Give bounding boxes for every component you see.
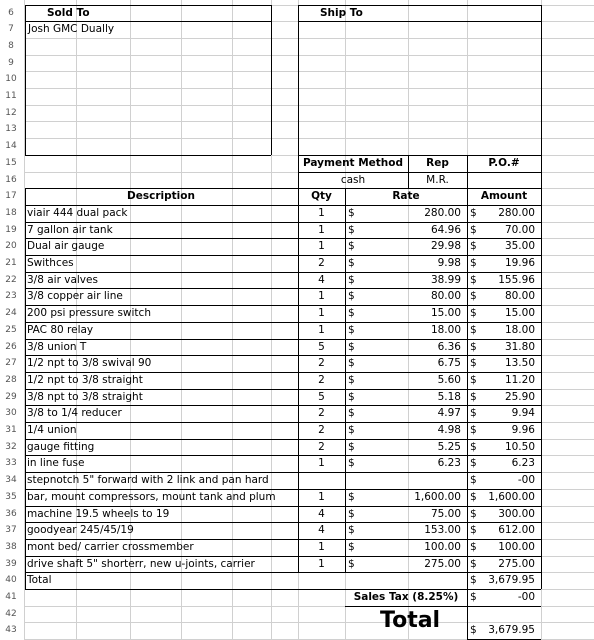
rate-currency-symbol: $ <box>348 206 355 219</box>
amount-currency-symbol: $ <box>470 490 477 503</box>
item-amount[interactable]: 1,600.00 <box>488 490 535 503</box>
grid-line <box>24 38 594 39</box>
rate-currency-symbol: $ <box>348 357 355 370</box>
amount-currency-symbol: $ <box>470 307 477 320</box>
item-amount[interactable]: 25.90 <box>504 390 535 403</box>
item-description[interactable]: 200 psi pressure switch <box>27 307 151 320</box>
row-number[interactable]: 43 <box>5 625 17 636</box>
item-qty[interactable]: 2 <box>318 373 325 386</box>
row-number[interactable]: 39 <box>5 558 17 569</box>
item-rate[interactable]: 5.60 <box>437 373 461 386</box>
item-description[interactable]: bar, mount compressors, mount tank and plum <box>27 490 276 503</box>
tax-currency-symbol: $ <box>470 591 477 603</box>
item-qty[interactable]: 2 <box>318 257 325 269</box>
item-rate[interactable]: 29.98 <box>430 240 461 253</box>
grid-line <box>24 138 594 139</box>
row-number[interactable]: 17 <box>5 191 17 202</box>
item-rate[interactable]: 15.00 <box>430 307 461 320</box>
grand-total-currency-symbol: $ <box>470 624 477 637</box>
amount-currency-symbol: $ <box>470 323 477 336</box>
rate-currency-symbol: $ <box>348 290 355 303</box>
sold-to-name[interactable]: Josh GMC Dually <box>28 23 115 36</box>
item-qty[interactable]: 4 <box>318 507 325 520</box>
row-number[interactable]: 28 <box>5 374 17 385</box>
row-number[interactable]: 11 <box>5 91 17 101</box>
item-qty[interactable]: 2 <box>318 357 325 370</box>
po-label[interactable]: P.O.# <box>488 156 520 169</box>
item-qty[interactable]: 1 <box>318 290 325 303</box>
item-description[interactable]: 1/2 npt to 3/8 straight <box>27 373 143 386</box>
row-number[interactable]: 19 <box>5 224 17 235</box>
row-number[interactable]: 22 <box>5 274 17 285</box>
item-amount[interactable]: 19.96 <box>504 257 535 269</box>
item-rate[interactable]: 280.00 <box>424 206 461 219</box>
item-amount[interactable]: 10.50 <box>504 440 535 453</box>
item-description[interactable]: gauge fitting <box>27 440 95 453</box>
item-rate[interactable]: 4.98 <box>437 424 461 436</box>
item-rate[interactable] <box>345 472 467 489</box>
item-description[interactable]: 3/8 union T <box>27 340 87 353</box>
item-rate[interactable]: 64.96 <box>430 223 461 236</box>
rate-currency-symbol: $ <box>348 257 355 269</box>
rep-value[interactable]: M.R. <box>426 173 449 186</box>
row-number[interactable]: 26 <box>5 341 17 352</box>
item-amount[interactable]: 9.96 <box>511 424 535 436</box>
amount-currency-symbol: $ <box>470 206 477 219</box>
amount-currency-symbol: $ <box>470 223 477 236</box>
item-rate[interactable]: 80.00 <box>430 290 461 303</box>
item-qty[interactable]: 2 <box>318 424 325 436</box>
border-line <box>25 155 271 156</box>
row-number[interactable]: 18 <box>5 207 17 218</box>
spreadsheet-grid <box>24 0 594 640</box>
qty-header[interactable]: Qty <box>311 190 332 203</box>
row-number[interactable]: 38 <box>5 541 17 552</box>
grid-line <box>24 55 594 56</box>
rate-currency-symbol: $ <box>348 273 355 286</box>
amount-currency-symbol: $ <box>470 540 477 553</box>
item-amount[interactable]: -00 <box>517 474 535 487</box>
item-rate[interactable]: 275.00 <box>424 557 461 570</box>
item-amount[interactable]: 280.00 <box>498 206 535 219</box>
amount-currency-symbol: $ <box>470 440 477 453</box>
total-label[interactable]: Total <box>27 574 52 587</box>
border-line <box>345 606 541 607</box>
item-qty[interactable]: 1 <box>318 490 325 503</box>
row-number[interactable]: 41 <box>5 592 17 602</box>
rate-currency-symbol: $ <box>348 307 355 320</box>
row-number[interactable]: 16 <box>5 174 17 185</box>
row-number[interactable]: 42 <box>5 608 17 619</box>
item-description[interactable]: 3/8 air valves <box>27 273 98 286</box>
grid-line <box>24 71 594 72</box>
row-number[interactable]: 15 <box>5 157 17 168</box>
item-description[interactable]: drive shaft 5" shorterr, new u-joints, carrier <box>27 557 255 570</box>
amount-currency-symbol: $ <box>470 524 477 537</box>
item-rate[interactable]: 1,600.00 <box>414 490 461 503</box>
rate-currency-symbol: $ <box>348 490 355 503</box>
row-number[interactable]: 32 <box>5 441 17 452</box>
border-line <box>541 5 542 155</box>
item-qty[interactable]: 4 <box>318 273 325 286</box>
border-line <box>271 5 272 155</box>
item-description[interactable]: 3/8 npt to 3/8 straight <box>27 390 143 403</box>
amount-currency-symbol: $ <box>470 373 477 386</box>
sales-tax-value[interactable]: -00 <box>517 591 535 603</box>
row-number[interactable]: 30 <box>5 408 17 419</box>
row-number[interactable]: 23 <box>5 291 17 302</box>
item-description[interactable]: viair 444 dual pack <box>27 206 128 219</box>
item-qty[interactable]: 1 <box>318 240 325 253</box>
rate-currency-symbol: $ <box>348 223 355 236</box>
item-rate[interactable]: 75.00 <box>430 507 461 520</box>
rate-currency-symbol: $ <box>348 540 355 553</box>
row-number[interactable]: 6 <box>8 7 14 18</box>
grand-total-label[interactable]: Total <box>380 607 441 633</box>
rate-currency-symbol: $ <box>348 557 355 570</box>
sales-tax-label[interactable]: Sales Tax (8.25%) <box>353 591 459 603</box>
row-number[interactable]: 27 <box>5 358 17 369</box>
item-rate[interactable]: 4.97 <box>437 407 461 420</box>
item-qty[interactable]: 5 <box>318 390 325 403</box>
amount-currency-symbol: $ <box>470 240 477 253</box>
item-qty[interactable]: 2 <box>318 407 325 420</box>
row-number[interactable]: 10 <box>5 74 17 85</box>
item-amount[interactable]: 18.00 <box>504 323 535 336</box>
item-amount[interactable]: 155.96 <box>498 273 535 286</box>
row-number[interactable]: 14 <box>5 141 17 152</box>
rate-currency-symbol: $ <box>348 373 355 386</box>
item-description[interactable]: in line fuse <box>27 457 85 470</box>
amount-currency-symbol: $ <box>470 290 477 303</box>
item-qty[interactable]: 1 <box>318 307 325 320</box>
item-qty[interactable]: 1 <box>318 323 325 336</box>
amount-currency-symbol: $ <box>470 390 477 403</box>
item-description[interactable]: machine 19.5 wheels to 19 <box>27 507 170 520</box>
row-number-gutter <box>0 0 24 640</box>
item-rate[interactable]: 38.99 <box>430 273 461 286</box>
item-amount[interactable]: 275.00 <box>498 557 535 570</box>
row-number[interactable]: 37 <box>5 525 17 536</box>
row-number[interactable]: 29 <box>5 391 17 402</box>
rate-currency-symbol: $ <box>348 323 355 336</box>
item-qty[interactable]: 5 <box>318 340 325 353</box>
item-description[interactable]: stepnotch 5" forward with 2 link and pan hard <box>27 474 269 487</box>
border-line <box>541 155 542 188</box>
item-rate[interactable]: 153.00 <box>424 524 461 537</box>
total-currency-symbol: $ <box>470 574 477 587</box>
item-amount[interactable]: 612.00 <box>498 524 535 537</box>
border-line <box>541 188 542 589</box>
item-description[interactable]: 7 gallon air tank <box>27 223 113 236</box>
rate-currency-symbol: $ <box>348 240 355 253</box>
payment-method-label[interactable]: Payment Method <box>302 156 404 169</box>
item-amount[interactable]: 15.00 <box>504 307 535 320</box>
ship-to-label[interactable]: Ship To <box>320 6 363 19</box>
amount-currency-symbol: $ <box>470 257 477 269</box>
item-qty[interactable]: 1 <box>318 540 325 553</box>
description-header[interactable]: Description <box>127 190 195 203</box>
row-number[interactable]: 13 <box>5 124 17 135</box>
item-qty[interactable]: 1 <box>318 206 325 219</box>
item-description[interactable]: goodyear 245/45/19 <box>27 524 134 537</box>
item-description[interactable]: 1/2 npt to 3/8 swival 90 <box>27 357 152 370</box>
item-amount[interactable]: 100.00 <box>498 540 535 553</box>
item-description[interactable]: Dual air gauge <box>27 240 105 253</box>
row-number[interactable]: 36 <box>5 508 17 519</box>
row-number[interactable]: 40 <box>5 575 17 586</box>
amount-currency-symbol: $ <box>470 340 477 353</box>
amount-currency-symbol: $ <box>470 507 477 520</box>
sold-to-label[interactable]: Sold To <box>47 6 90 19</box>
rep-label[interactable]: Rep <box>426 156 449 169</box>
border-line <box>298 21 541 22</box>
item-description[interactable]: PAC 80 relay <box>27 323 94 336</box>
item-qty[interactable]: 1 <box>318 457 325 470</box>
amount-currency-symbol: $ <box>470 557 477 570</box>
rate-currency-symbol: $ <box>348 390 355 403</box>
row-number[interactable]: 31 <box>5 425 17 435</box>
item-amount[interactable]: 9.94 <box>511 407 535 420</box>
item-qty[interactable]: 2 <box>318 440 325 453</box>
item-qty[interactable]: 1 <box>318 223 325 236</box>
item-rate[interactable]: 6.75 <box>437 357 461 370</box>
amount-currency-symbol: $ <box>470 474 477 487</box>
item-rate[interactable]: 6.36 <box>437 340 461 353</box>
item-amount[interactable]: 6.23 <box>511 457 535 470</box>
border-line <box>298 5 299 155</box>
amount-currency-symbol: $ <box>470 273 477 286</box>
amount-header[interactable]: Amount <box>480 190 528 203</box>
rate-currency-symbol: $ <box>348 440 355 453</box>
rate-currency-symbol: $ <box>348 524 355 537</box>
item-rate[interactable]: 9.98 <box>437 257 461 269</box>
item-rate[interactable]: 6.23 <box>437 457 461 470</box>
row-number[interactable]: 9 <box>8 57 14 68</box>
total-value[interactable]: 3,679.95 <box>488 574 535 587</box>
amount-currency-symbol: $ <box>470 424 477 436</box>
item-qty[interactable]: 1 <box>318 557 325 570</box>
amount-currency-symbol: $ <box>470 457 477 470</box>
row-number[interactable]: 12 <box>5 107 17 118</box>
item-qty[interactable] <box>298 472 345 489</box>
item-rate[interactable]: 18.00 <box>430 323 461 336</box>
row-number[interactable]: 34 <box>5 475 17 486</box>
grid-line <box>24 88 594 89</box>
item-description[interactable]: 1/4 union <box>27 424 77 436</box>
rate-currency-symbol: $ <box>348 507 355 520</box>
item-rate[interactable]: 5.18 <box>437 390 461 403</box>
row-number[interactable]: 24 <box>5 308 17 319</box>
item-qty[interactable]: 4 <box>318 524 325 537</box>
item-description[interactable]: Swithces <box>27 257 74 269</box>
row-number[interactable]: 21 <box>5 258 17 268</box>
item-amount[interactable]: 11.20 <box>504 373 535 386</box>
item-amount[interactable]: 13.50 <box>504 357 535 370</box>
row-number[interactable]: 7 <box>8 24 14 35</box>
item-amount[interactable]: 31.80 <box>504 340 535 353</box>
item-amount[interactable]: 80.00 <box>504 290 535 303</box>
row-number[interactable]: 20 <box>5 241 17 252</box>
row-number[interactable]: 35 <box>5 491 17 502</box>
item-description[interactable]: 3/8 copper air line <box>27 290 123 303</box>
rate-currency-symbol: $ <box>348 457 355 470</box>
rate-currency-symbol: $ <box>348 407 355 420</box>
item-rate[interactable]: 5.25 <box>437 440 461 453</box>
item-amount[interactable]: 35.00 <box>504 240 535 253</box>
rate-currency-symbol: $ <box>348 340 355 353</box>
item-description[interactable]: 3/8 to 1/4 reducer <box>27 407 122 420</box>
item-amount[interactable]: 300.00 <box>498 507 535 520</box>
payment-method-value[interactable]: cash <box>340 173 366 186</box>
item-description[interactable]: mont bed/ carrier crossmember <box>27 540 194 553</box>
rate-currency-symbol: $ <box>348 424 355 436</box>
row-number[interactable]: 8 <box>8 40 14 51</box>
item-rate[interactable]: 100.00 <box>424 540 461 553</box>
row-number[interactable]: 33 <box>5 458 17 469</box>
rate-header[interactable]: Rate <box>392 190 420 203</box>
row-number[interactable]: 25 <box>5 324 17 335</box>
amount-currency-symbol: $ <box>470 357 477 370</box>
amount-currency-symbol: $ <box>470 407 477 420</box>
grid-line <box>24 105 594 106</box>
grid-line <box>24 121 594 122</box>
item-amount[interactable]: 70.00 <box>504 223 535 236</box>
grand-total-value[interactable]: 3,679.95 <box>488 624 535 637</box>
